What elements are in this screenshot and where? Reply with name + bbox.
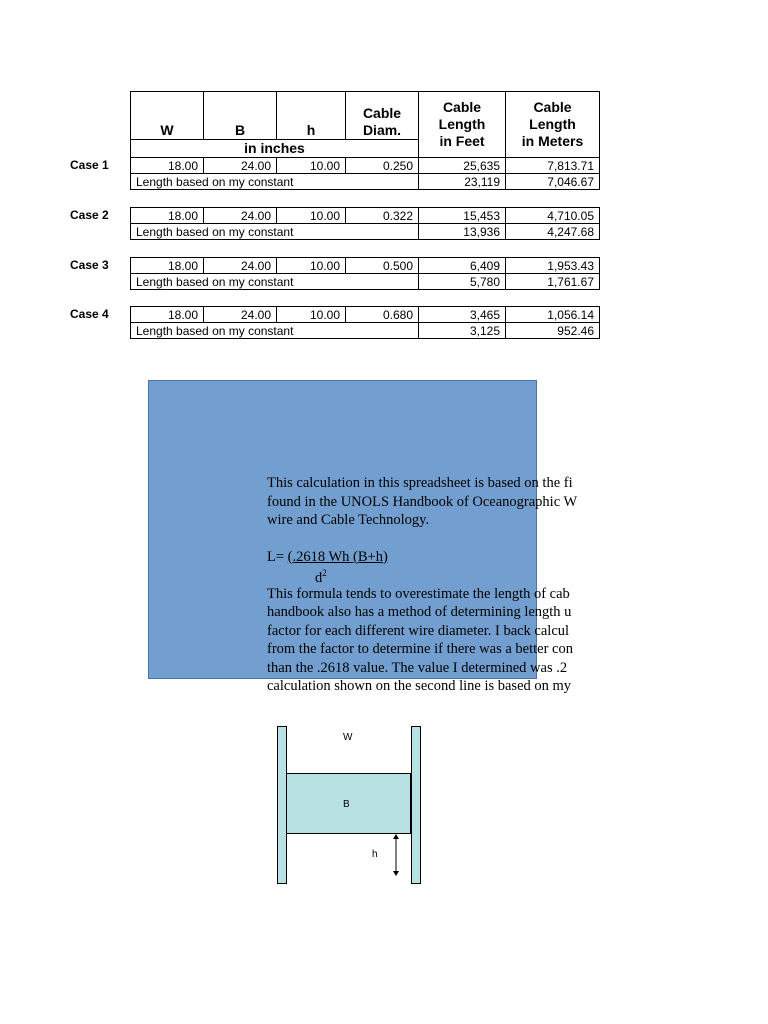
cell-h: 10.00 [277,208,346,224]
cell-w: 18.00 [131,158,204,174]
table-row [131,258,600,274]
cell-meters: 1,056.14 [506,307,600,323]
cell-diam: 0.250 [346,158,419,174]
cell-h: 10.00 [277,158,346,174]
cell-note: Length based on my constant [131,174,419,190]
cell-meters: 4,247.68 [506,224,600,240]
cell-b: 24.00 [204,158,277,174]
spool-diagram [276,726,422,884]
formula-denominator: $d^2$ [315,568,327,586]
cell-w: 18.00 [131,258,204,274]
header-length-meters: Cable Length in Meters [506,92,600,158]
case-label: Case 4 [70,307,109,321]
cell-feet: 13,936 [419,224,506,240]
case-label: Case 3 [70,258,109,272]
cell-meters: 1,761.67 [506,274,600,290]
header-table [130,91,600,158]
cell-meters: 952.46 [506,323,600,339]
right-flange [411,726,421,884]
diagram-label-h: h [372,849,378,860]
cell-feet: 5,780 [419,274,506,290]
notes-line: calculation shown on the second line is based on my [267,678,572,694]
notes-line: factor for each different wire diameter. I back calcul [267,622,570,639]
cell-h: 10.00 [277,258,346,274]
table-row [131,323,600,339]
cell-meters: 4,710.05 [506,208,600,224]
header-w: W [131,92,204,140]
cell-note: Length based on my constant [131,274,419,290]
header-h: h [277,92,346,140]
header-cable-diam: Cable Diam. [346,92,419,140]
table-row [131,158,600,174]
notes-line: handbook also has a method of determining length u [267,604,572,621]
formula: L= (.2618 Wh (B+h) [267,548,388,565]
cell-meters: 1,953.43 [506,258,600,274]
cell-b: 24.00 [204,258,277,274]
notes-line: found in the UNOLS Handbook of Oceanographic W [267,493,578,510]
header-units: in inches [131,140,419,158]
diagram-label-b: B [343,799,350,810]
header-length-feet: Cable Length in Feet [419,92,506,158]
cell-h: 10.00 [277,307,346,323]
cell-diam: 0.322 [346,208,419,224]
cell-note: Length based on my constant [131,323,419,339]
table-row [131,307,600,323]
notes-textbox[interactable] [267,474,600,694]
notes-line: than the .2618 value. The value I determined was .2 [267,659,568,676]
cell-feet: 25,635 [419,158,506,174]
cell-b: 24.00 [204,307,277,323]
cell-feet: 3,465 [419,307,506,323]
case-label: Case 1 [70,158,109,172]
cell-w: 18.00 [131,307,204,323]
table-row [131,274,600,290]
cell-feet: 15,453 [419,208,506,224]
notes-line: wire and Cable Technology. [267,512,430,528]
diagram-label-w: W [343,732,353,743]
cell-diam: 0.500 [346,258,419,274]
header-b: B [204,92,277,140]
height-arrow-icon [390,834,402,876]
notes-line: This calculation in this spreadsheet is based on the fi [267,475,573,491]
cell-meters: 7,813.71 [506,158,600,174]
cell-note: Length based on my constant [131,224,419,240]
cell-b: 24.00 [204,208,277,224]
cell-diam: 0.680 [346,307,419,323]
case-table [130,157,600,190]
notes-line: from the factor to determine if there was a better con [267,641,573,658]
notes-line: This formula tends to overestimate the length of cab [267,585,570,602]
case-table [130,207,600,240]
table-row [131,224,600,240]
table-row [131,174,600,190]
cell-feet: 3,125 [419,323,506,339]
cell-feet: 23,119 [419,174,506,190]
table-row [131,208,600,224]
case-table [130,257,600,290]
case-table [130,306,600,339]
cell-w: 18.00 [131,208,204,224]
cell-meters: 7,046.67 [506,174,600,190]
cell-feet: 6,409 [419,258,506,274]
case-label: Case 2 [70,208,109,222]
